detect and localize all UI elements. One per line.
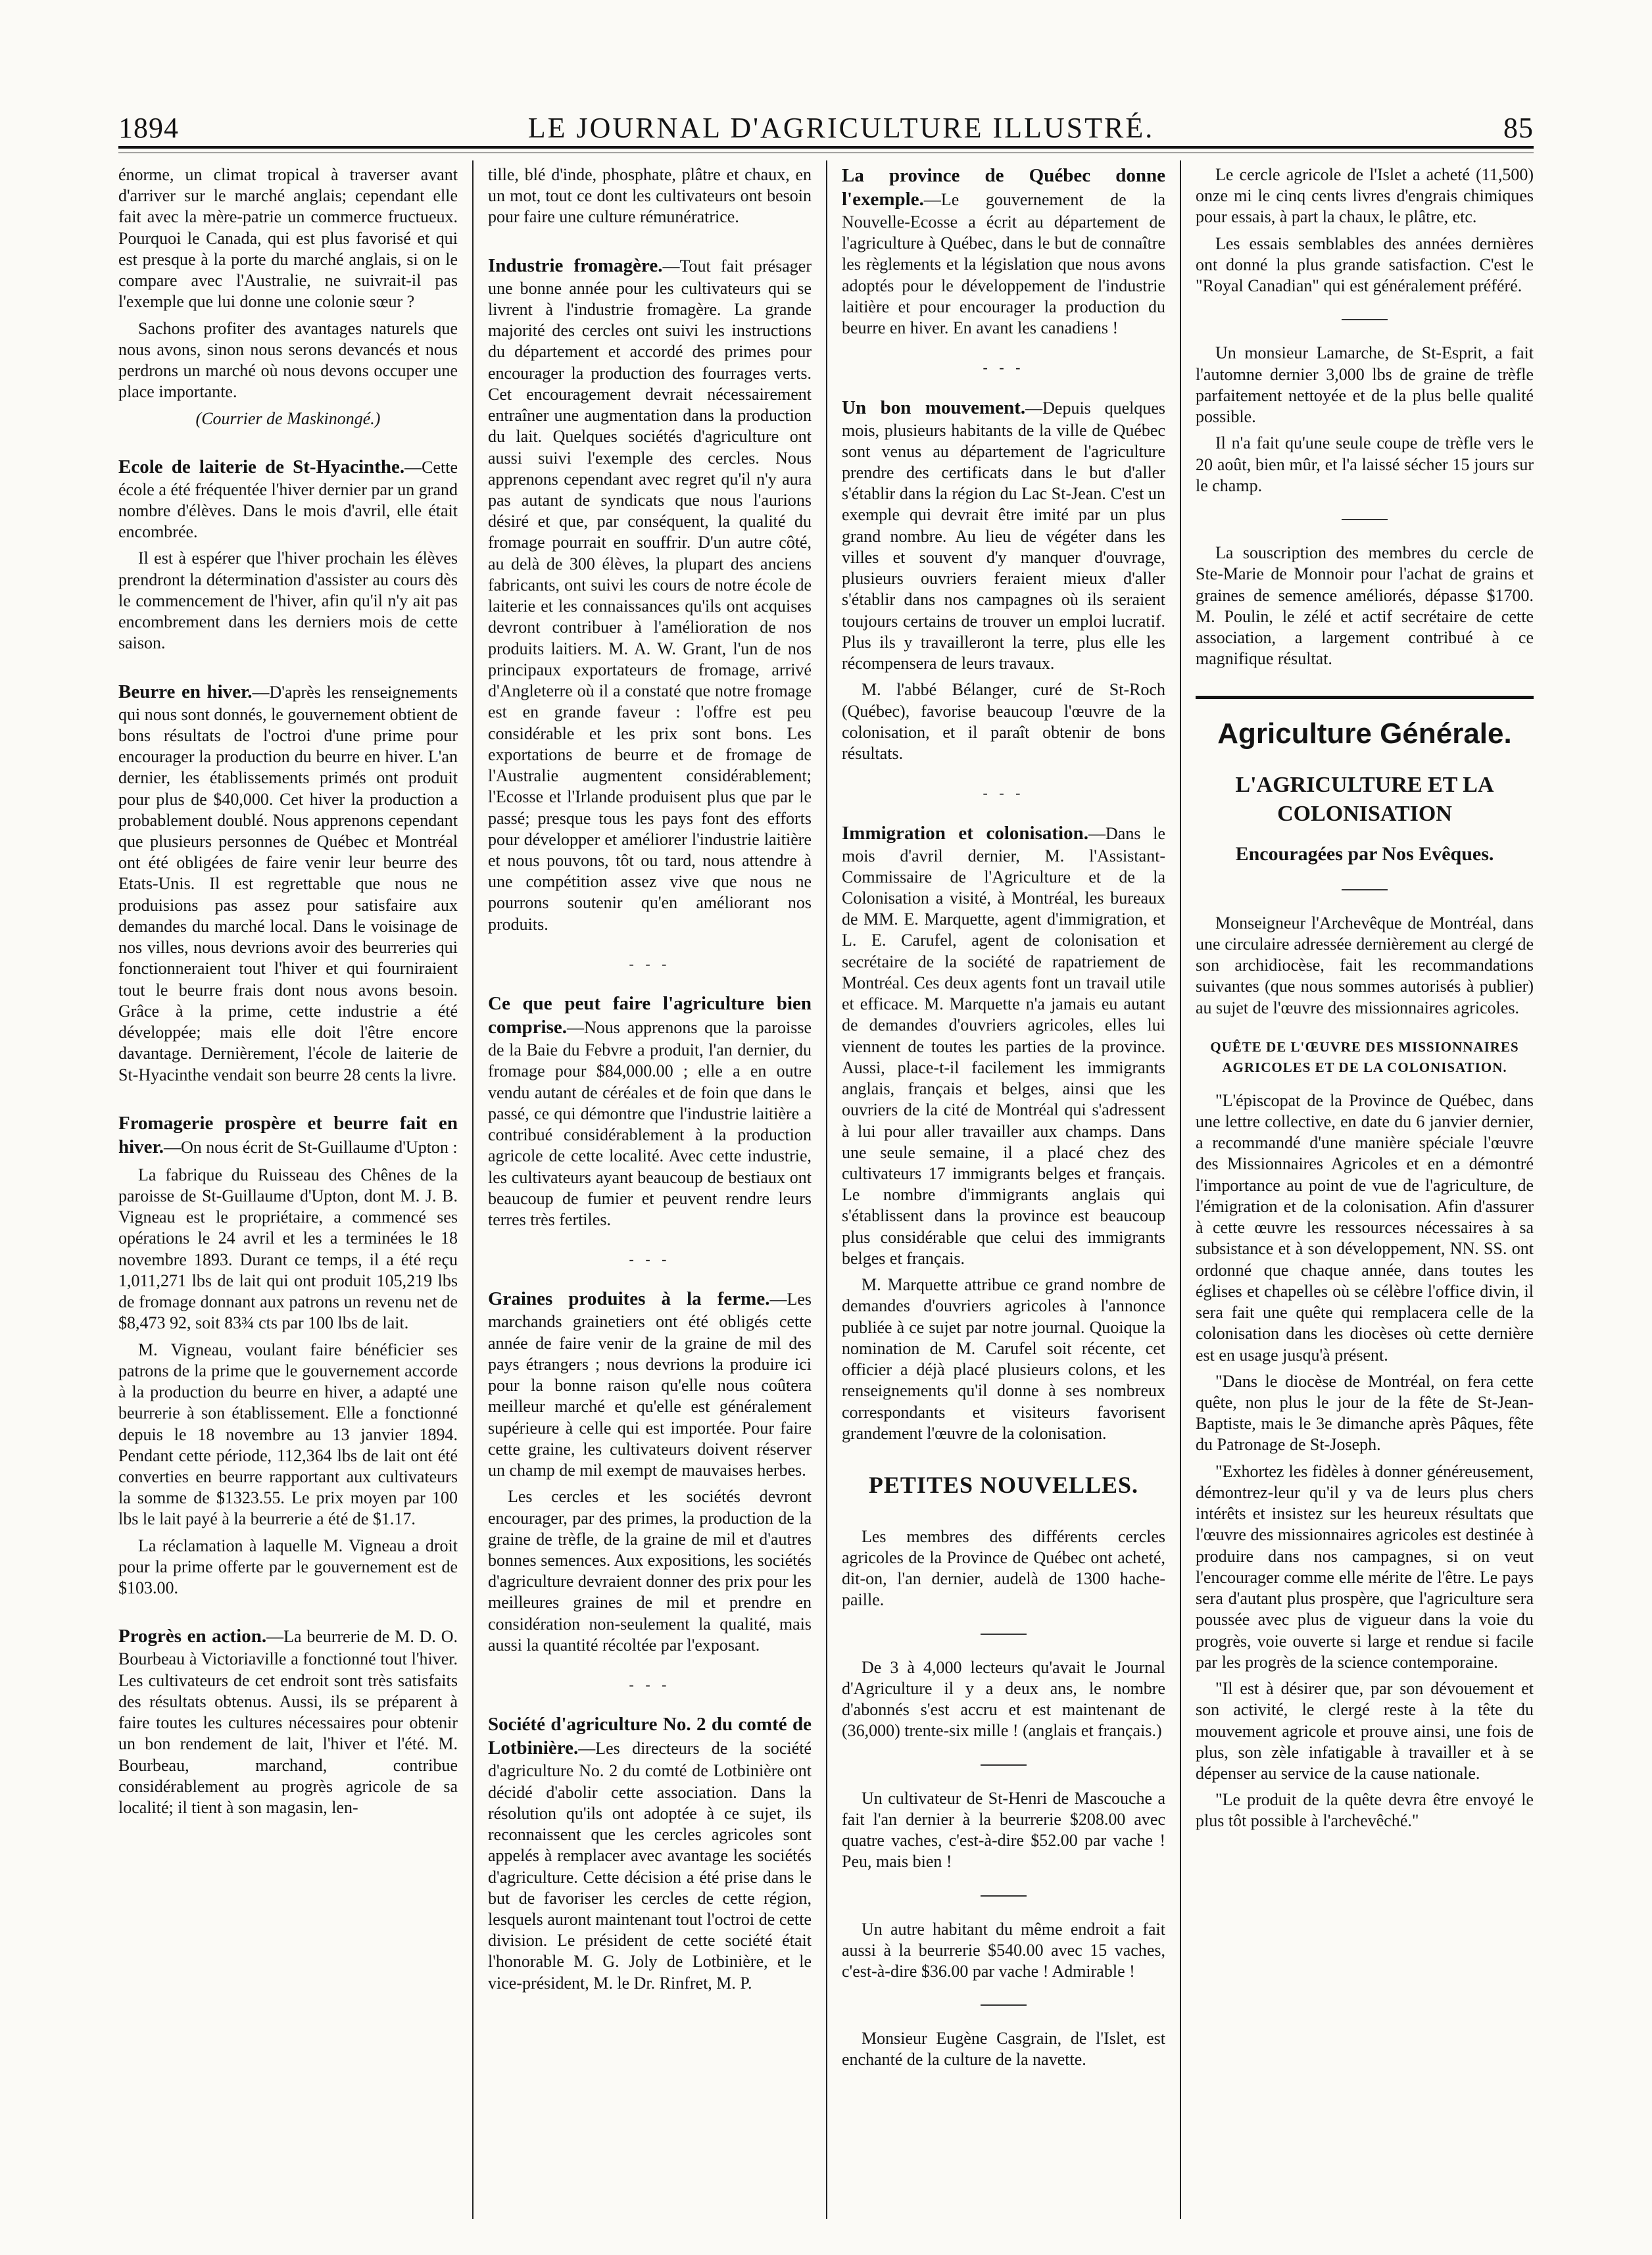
article-title: L'AGRICULTURE ET LA COLONISATION bbox=[1235, 773, 1494, 827]
section-separator: - - - bbox=[983, 359, 1025, 376]
article-paragraph: Beurre en hiver.—D'après les renseignements qui nous sont donnés, le gouvernement obtient de bons résultats de l'octroi d'une prime pour encourager la production du beurre en hiver. L'an dernier, les établissements primés ont produit pour plus de $40,000. Cet hiver la production a probablement doublé. Nous apprenons cependant que plusieurs personnes de Québec et Montréal ont été obligées de faire venir leur beurre des Etats-Unis. Il est regrettable que nous ne produisions pas assez pour satisfaire aux demandes du marché local. Dans le voisinage de nos villes, nous devrions avoir des beurreries qui fonctionneraient tout l'hiver et qui fourniraient tout le beurre frais dont nous avons besoin. Grâce à la prime, cette industrie a été développée; mais elle doit l'être encore davantage. Dernièrement, l'école de laiterie de St-Hyacinthe vendait son beurre 28 cents la livre. bbox=[118, 681, 458, 1084]
news-item: Le cercle agricole de l'Islet a acheté (11,500) onze mi le cinq cents livres d'engrais chimiques pour essais, à part la chaux, le plâtre, etc. bbox=[1196, 165, 1534, 227]
article-heading: Progrès en action. bbox=[118, 1626, 267, 1647]
article-heading: Immigration et colonisation. bbox=[842, 822, 1088, 844]
section-rule bbox=[1196, 696, 1534, 699]
article-immigration-colonisation bbox=[842, 822, 1165, 1445]
news-item: Un autre habitant du même endroit a fait aussi à la beurrerie $540.00 avec 15 vaches, c'est-à-dire $36.00 par vache ! Admirable ! bbox=[842, 1919, 1165, 1981]
article-paragraph: Graines produites à la ferme.—Les marchands grainetiers ont été obligés cette année de faire venir de la graine de mil des pays étrangers ; nous devrions la produire ici pour la bonne raison qu'elle nous coûtera meilleur marché et qu'elle est généralement supérieure à celle qui est importée. Pour faire cette graine, les cultivateurs doivent réserver un champ de mil exempt de mauvaises herbes. bbox=[488, 1288, 812, 1480]
article-heading: La province de Québec donne l'exemple. bbox=[842, 165, 1165, 210]
newspaper-columns bbox=[118, 160, 1534, 2219]
article-paragraph: "Il est à désirer que, par son dévouement et son activité, le clergé reste à la tête du mouvement agricole et prouve ainsi, une fois de plus, son zèle infatigable à travailler et à se dépenser au service de la cause nationale. bbox=[1196, 1679, 1534, 1783]
article-heading: Industrie fromagère. bbox=[488, 255, 663, 276]
article-bon-mouvement bbox=[842, 397, 1165, 765]
article-province-exemple bbox=[842, 164, 1165, 339]
news-separator bbox=[981, 2004, 1027, 2006]
section-separator: - - - bbox=[983, 785, 1025, 802]
article-paragraph: Société d'agriculture No. 2 du comté de Lotbinière.—Les directeurs de la société d'agriculture No. 2 du comté de Lotbinière ont décidé d'abolir cette association. Dans la résolution qu'ils ont adoptée à ce sujet, ils reconnaissent que les cercles agricoles sont appelés à remplacer avec avantage les sociétés d'agriculture. Cette décision a été prise dans le but de favoriser les cercles de cette région, lesquels auront maintenant tout l'octroi de cette division. Le président de cette société était l'honorable M. G. Joly de Lotbinière, et le vice-président, M. le Dr. Rinfret, M. P. bbox=[488, 1714, 812, 1993]
article-paragraph: Ce que peut faire l'agriculture bien comprise.—Nous apprenons que la paroisse de la Baie du Febvre a produit, l'an dernier, du fromage pour $84,000.00 ; elle a en outre vendu autant de céréales et de foin que dans le passé, ce qui démontre que l'industrie laitière a contribué considérablement à la production agricole de cette localité. Avec cette industrie, les cultivateurs ayant beaucoup de bestiaux ont beaucoup de fumier et peuvent rendre leurs terres très fertiles. bbox=[488, 993, 812, 1229]
article-paragraph: tille, blé d'inde, phosphate, plâtre et chaux, en un mot, tout ce dont les cultivateurs ont besoin pour faire une culture rémunératrice. bbox=[488, 165, 812, 227]
news-separator bbox=[981, 1634, 1027, 1635]
article-paragraph: M. Marquette attribue ce grand nombre de demandes d'ouvriers agricoles à l'annonce publiée à ce sujet par notre journal. Quoique la nomination de M. Carufel soit récente, cet officier a déjà placé plusieurs colons, et les renseignements qu'il donne à ses nombreux correspondants et visiteurs favorisent grandement l'œuvre de la colonisation. bbox=[842, 1275, 1165, 1443]
news-item: Les membres des différents cercles agricoles de la Province de Québec ont acheté, dit-on, l'an dernier, audelà de 1300 hache-paille. bbox=[842, 1526, 1165, 1610]
article-ecole-laiterie bbox=[118, 456, 458, 654]
article-paragraph: Il est à espérer que l'hiver prochain les élèves prendront la détermination d'assister au cours dès le commencement de l'hiver, afin qu'il n'y ait pas encombrement dans les derniers mois de cette saison. bbox=[118, 548, 458, 653]
article-paragraph: La province de Québec donne l'exemple.—Le gouvernement de la Nouvelle-Ecosse a écrit au département de l'agriculture à Québec, dans le but de connaître les règlements et la législation que nous avons adoptés pour le développement de l'industrie laitière et pour encourager la production du beurre en hiver. En avant les canadiens ! bbox=[842, 165, 1165, 338]
article-paragraph: La fabrique du Ruisseau des Chênes de la paroisse de St-Guillaume d'Upton, dont M. J. B. Vigneau est le propriétaire, a commencé ses opérations le 24 avril et les a terminées le 18 novembre 1893. Durant ce temps, il a été reçu 1,011,271 lbs de lait qui ont produit 105,219 lbs de fromage donnant aux patrons un revenu net de $8,473 92, soit 83¾ cts par 100 lbs de lait. bbox=[118, 1165, 458, 1333]
article-graines-produites bbox=[488, 1288, 812, 1656]
article-paragraph: "L'épiscopat de la Province de Québec, dans une lettre collective, en date du 6 janvier dernier, a recommandé d'une manière spéciale l'œuvre des Missionnaires Agricoles et en a démontré l'importance au point de vue de l'agriculture, de l'émigration et de la colonisation. Afin d'assurer à cette œuvre les ressources nécessaires à sa subsistance et à son développement, NN. SS. ont ordonné que chaque année, dans toutes les églises et chapelles où se célèbre l'office divin, il sera fait une quête qui remplacera celle de la colonisation dans les diocèses où cette dernière est en usage jusqu'à présent. bbox=[1196, 1090, 1534, 1365]
page-header bbox=[118, 99, 1534, 145]
article-source: (Courrier de Maskinongé.) bbox=[195, 408, 381, 428]
article-heading: Société d'agriculture No. 2 du comté de Lotbinière. bbox=[488, 1714, 812, 1759]
article-heading: Fromagerie prospère et beurre fait en hiver. bbox=[118, 1112, 458, 1157]
column-3 bbox=[826, 160, 1180, 2219]
article-paragraph: Immigration et colonisation.—Dans le mois d'avril dernier, M. l'Assistant-Commissaire de l'Agriculture et de la Colonisation a visité, à Montréal, les bureaux de MM. E. Marquette, agent d'immigration, et L. E. Carufel, agent de colonisation et secrétaire de la société de rapatriement de Montréal. Ces deux agents font un travail utile et efficace. M. Marquette n'a jamais eu autant de demandes d'ouvriers agricoles, elles lui viennent de toutes les parties de la province. Aussi, place-t-il facilement les immigrants anglais, français et belges, ainsi que les ouvriers de la cité de Montréal qui s'adressent à lui pour aller travailler aux champs. Dans une seule semaine, il a placé chez des cultivateurs 17 immigrants belges et français. Le nombre d'immigrants anglais qui s'établissent dans la province est beaucoup plus considérable que celui des immigrants belges et français. bbox=[842, 822, 1165, 1268]
article-paragraph: Monseigneur l'Archevêque de Montréal, dans une circulaire adressée dernièrement au clergé de son archidiocèse, fait les recommandations suivantes (que nous sommes autorisés à publier) au sujet de l'œuvre des missionnaires agricoles. bbox=[1196, 913, 1534, 1017]
news-separator bbox=[981, 1764, 1027, 1766]
article-heading: Beurre en hiver. bbox=[118, 681, 253, 702]
title-separator bbox=[1342, 889, 1388, 890]
section-separator: - - - bbox=[629, 1251, 671, 1268]
news-separator bbox=[1342, 519, 1388, 520]
header-year: 1894 bbox=[118, 112, 179, 144]
article-progres-action bbox=[118, 1625, 458, 1818]
article-paragraph: Un bon mouvement.—Depuis quelques mois, plusieurs habitants de la ville de Québec sont venus au département de l'agriculture prendre des certificats dans le but d'aller s'établir dans la région du Lac St-Jean. C'est un exemple qui devrait être imité par un plus grand nombre. Au lieu de végéter dans les villes et souvent d'y manquer d'ouvrage, plusieurs ouvriers feraient mieux d'aller s'établir dans nos campagnes où ils seraient toujours certains de trouver un emploi lucratif. Plus ils y travailleront la terre, plus elle les récompensera de leurs travaux. bbox=[842, 397, 1165, 673]
article-beurre-hiver bbox=[118, 681, 458, 1086]
news-separator bbox=[1342, 319, 1388, 320]
article-subtitle: Encouragées par Nos Evêques. bbox=[1235, 843, 1494, 865]
article-paragraph: M. l'abbé Bélanger, curé de St-Roch (Québec), favorise beaucoup l'œuvre de la colonisation, et il paraît obtenir de bons résultats. bbox=[842, 680, 1165, 764]
article-agriculture-comprise bbox=[488, 992, 812, 1230]
news-item: La souscription des membres du cercle de Ste-Marie de Monnoir pour l'achat de grains et graines de semence améliorés, dépasse $1700. M. Poulin, le zélé et actif secrétaire de cette association, a largement contribué à ce magnifique résultat. bbox=[1196, 543, 1534, 669]
section-title: Agriculture Générale. bbox=[1217, 717, 1512, 750]
article-paragraph: "Dans le diocèse de Montréal, on fera cette quête, non plus le jour de la fête de St-Jean-Baptiste, mais le 3e dimanche après Pâques, fête du Patronage de St-Joseph. bbox=[1196, 1371, 1534, 1455]
header-rule bbox=[118, 146, 1534, 149]
news-item: De 3 à 4,000 lecteurs qu'avait le Journal d'Agriculture il y a deux ans, le nombre d'abonnés s'est accru et est maintenant de (36,000) trente-six mille ! (anglais et français.) bbox=[842, 1657, 1165, 1741]
article-industrie-fromagere bbox=[488, 255, 812, 935]
article-paragraph: M. Vigneau, voulant faire bénéficier ses patrons de la prime que le gouvernement accorde à la production du beurre en hiver, a adapté une beurrerie à son établissement. Elle a fonctionné depuis le 18 novembre au 13 janvier 1894. Pendant cette période, 112,364 lbs de lait ont été converties en beurre rapportant aux cultivateurs la somme de $1323.55. Le prix moyen par 100 lbs le lait payé à la beurrerie a été de $1.17. bbox=[118, 1340, 458, 1529]
article-paragraph: La réclamation à laquelle M. Vigneau a droit pour la prime offerte par le gouvernement est de $103.00. bbox=[118, 1536, 458, 1598]
article-paragraph: Les cercles et les sociétés devront encourager, par des primes, la production de la graine de trèfle, de la graine de mil et d'autres bonnes semences. Aux expositions, les sociétés d'agriculture devraient donner des prix pour les meilleures graines de mil et prendre en considération non-seulement la qualité, mais aussi la quantité récoltée par l'exposant. bbox=[488, 1487, 812, 1655]
news-item: Un cultivateur de St-Henri de Mascouche a fait l'an dernier à la beurrerie $208.00 avec quatre vaches, c'est-à-dire $52.00 par vache ! Peu, mais bien ! bbox=[842, 1788, 1165, 1872]
quete-title: QUÊTE DE L'ŒUVRE DES MISSIONNAIRES AGRICOLES ET DE LA COLONISATION. bbox=[1210, 1038, 1519, 1076]
article-heading: Ce que peut faire l'agriculture bien comprise. bbox=[488, 993, 812, 1038]
section-separator: - - - bbox=[629, 1676, 671, 1693]
article-paragraph: énorme, un climat tropical à traverser avant d'arriver sur le marché anglais; cependant elle fait avec la mère-patrie un commerce fructueux. Pourquoi le Canada, qui est plus favorisé et qui est presque à la porte du marché anglais, si on le compare avec l'Australie, ne suivrait-il pas l'exemple que lui donne une colonie sœur ? bbox=[118, 165, 458, 312]
article-heading: Ecole de laiterie de St-Hyacinthe. bbox=[118, 456, 405, 477]
article-fromagerie-prospere bbox=[118, 1112, 458, 1599]
page-number: 85 bbox=[1503, 112, 1534, 144]
news-item: Un monsieur Lamarche, de St-Esprit, a fait l'automne dernier 3,000 lbs de graine de trèfle parfaitement nettoyée et de la plus belle qualité possible. bbox=[1196, 343, 1534, 427]
article-paragraph: "Le produit de la quête devra être envoyé le plus tôt possible à l'archevêché." bbox=[1196, 1790, 1534, 1831]
article-paragraph: Industrie fromagère.—Tout fait présager une bonne année pour les cultivateurs qui se livrent à l'industrie fromagère. La grande majorité des cercles ont suivi les instructions du département et accordé des primes pour encourager la production des fourrages verts. Cet encouragement devrait nécessairement entraîner une augmentation dans la production du lait. Quelques sociétés d'agriculture ont aussi suivi l'exemple des cercles. Nous apprenons cependant avec regret qu'il n'y aura pas autant de syndicats que nous l'aurions désiré et que, par conséquent, la qualité du fromage pourrait en souffrir. D'un autre côté, au delà de 300 élèves, la plupart des anciens fabricants, ont suivi les cours de notre école de laiterie et les connaissances qu'ils ont acquises devront contribuer à l'amélioration de nos produits laitiers. M. A. W. Grant, l'un de nos principaux exportateurs de fromage, arrivé d'Angleterre où il a constaté que notre fromage est en grande faveur : l'offre est peu considérable et les prix sont bons. Les exportations de beurre et de fromage de l'Australie augmentent considérablement; l'Ecosse et l'Irlande produisent plus que par le passé; presque tous les pays font des efforts pour développer et améliorer l'industrie laitière et nous pouvons, tôt ou tard, nous attendre à une compétition assez vive que nous ne pourrons soutenir qu'en améliorant nos produits. bbox=[488, 255, 812, 934]
news-item: Il n'a fait qu'une seule coupe de trèfle vers le 20 août, bien mûr, et l'a laissé sécher 15 jours sur le champ. bbox=[1196, 433, 1534, 495]
article-paragraph: Sachons profiter des avantages naturels que nous avons, sinon nous serons devancés et nous perdrons un marché où nous devons occuper une place importante. bbox=[118, 318, 458, 402]
column-1 bbox=[118, 160, 472, 2219]
article-paragraph: "Exhortez les fidèles à donner généreusement, démontrez-leur qu'il y va de leurs plus chers intérêts et insistez sur les heureux résultats que l'œuvre des missionnaires agricoles est destinée à produire dans nos campagnes, si on veut l'encourager comme elle mérite de l'être. Le pays sera d'autant plus prospère, que l'agriculture sera poussée avec plus de vigueur dans la voie du progrès, voie ouverte si large et rendue si facile par les progrès de la science contemporaine. bbox=[1196, 1461, 1534, 1672]
journal-title: LE JOURNAL D'AGRICULTURE ILLUSTRÉ. bbox=[527, 112, 1155, 144]
news-item: Les essais semblables des années dernières ont donné la plus grande satisfaction. C'est le "Royal Canadian" qui est généralement préféré. bbox=[1196, 233, 1534, 296]
article-societe-lotbiniere bbox=[488, 1713, 812, 1993]
article-heading: Graines produites à la ferme. bbox=[488, 1288, 770, 1310]
news-separator bbox=[981, 1895, 1027, 1897]
article-paragraph: Ecole de laiterie de St-Hyacinthe.—Cette école a été fréquentée l'hiver dernier par un grand nombre d'élèves. Dans le mois d'avril, elle était encombrée. bbox=[118, 456, 458, 542]
article-paragraph: Fromagerie prospère et beurre fait en hiver.—On nous écrit de St-Guillaume d'Upton : bbox=[118, 1112, 458, 1157]
column-4 bbox=[1180, 160, 1534, 2219]
article-paragraph: Progrès en action.—La beurrerie de M. D. O. Bourbeau à Victoriaville a fonctionné tout l'hiver. Les cultivateurs de cet endroit sont très satisfaits des résultats obtenus. Aussi, ils se préparent à faire toutes les cultures nécessaires pour obtenir un bon rendement de lait, l'hiver et l'été. M. Bourbeau, marchand, contribue considérablement au progrès agricole de sa localité; il tient à son magasin, len- bbox=[118, 1626, 458, 1817]
section-separator: - - - bbox=[629, 955, 671, 972]
column-2 bbox=[472, 160, 826, 2219]
article-heading: Un bon mouvement. bbox=[842, 397, 1026, 418]
news-item: Monsieur Eugène Casgrain, de l'Islet, est enchanté de la culture de la navette. bbox=[842, 2029, 1165, 2070]
petites-nouvelles-title: PETITES NOUVELLES. bbox=[868, 1472, 1139, 1499]
